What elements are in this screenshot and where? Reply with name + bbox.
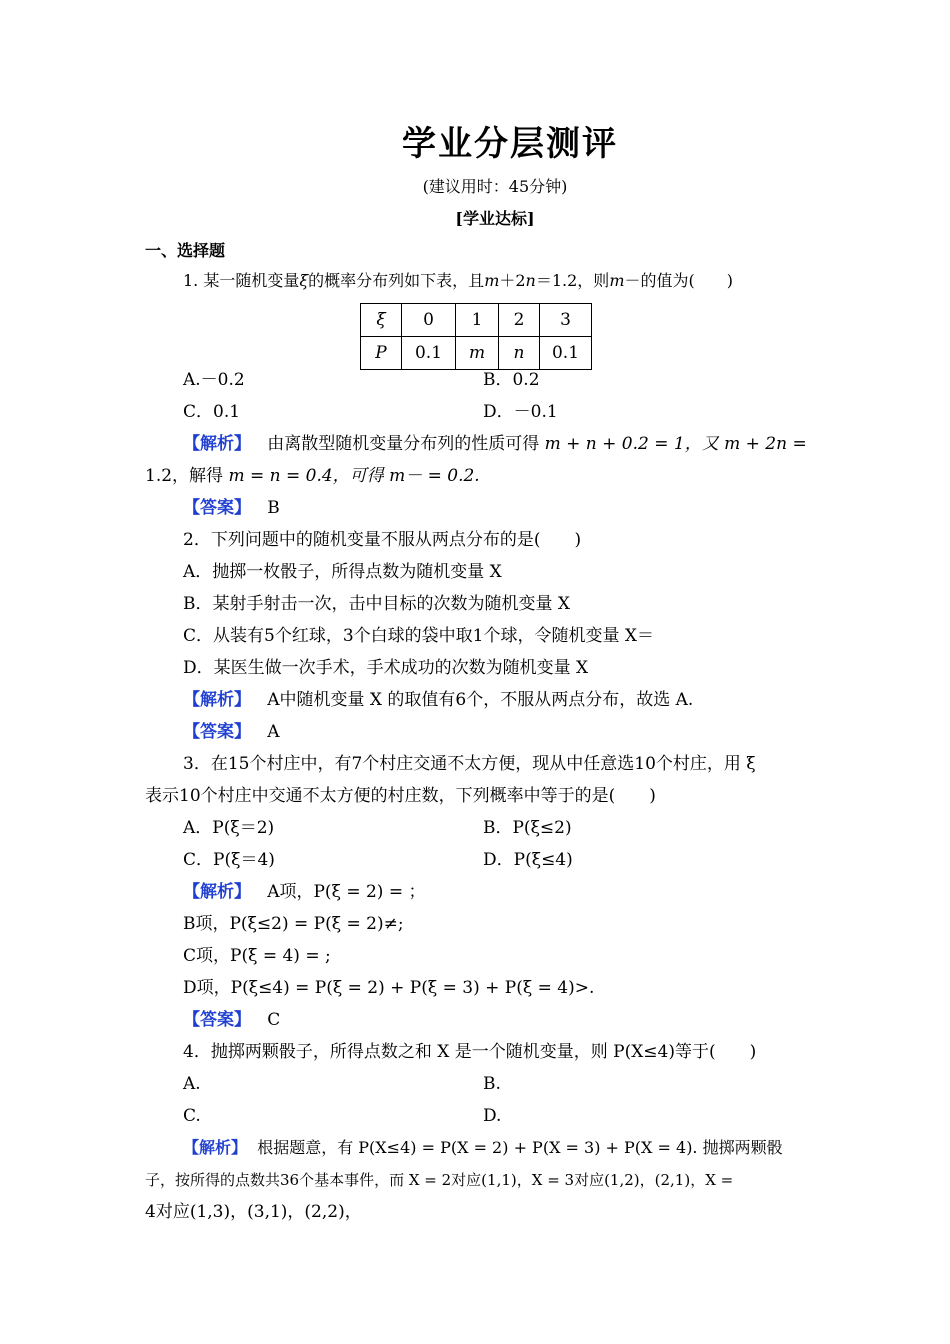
q3-option-d: D．P(ξ≤4) bbox=[483, 850, 573, 870]
q4-analysis-c: 4对应(1,3)，(3,1)，(2,2)， bbox=[145, 1202, 362, 1222]
q4-option-b: B. bbox=[483, 1074, 501, 1094]
table-cell: 1 bbox=[456, 304, 499, 337]
answer-tag: 【答案】 bbox=[183, 498, 251, 518]
q1-answer: B bbox=[267, 498, 280, 518]
q2-answer: A bbox=[267, 722, 280, 742]
q2-option-b: B．某射手射击一次，击中目标的次数为随机变量 X bbox=[183, 594, 570, 614]
table-cell: ξ bbox=[361, 304, 402, 337]
q1-m2: m bbox=[609, 271, 625, 290]
q4-option-a: A. bbox=[183, 1074, 201, 1094]
q1-option-d: D．－0.1 bbox=[483, 402, 558, 422]
q1-stem-c: ＋2 bbox=[499, 271, 526, 290]
q3-analysis-b: B项，P(ξ≤2) = P(ξ = 2)≠; bbox=[183, 914, 404, 934]
answer-tag: 【答案】 bbox=[183, 722, 251, 742]
page-title: 学业分层测评 bbox=[402, 124, 618, 164]
table-cell: P bbox=[361, 337, 402, 370]
analysis-tag: 【解析】 bbox=[183, 882, 251, 902]
table-cell: 2 bbox=[499, 304, 540, 337]
analysis-tag: 【解析】 bbox=[183, 1138, 248, 1157]
q1-analysis-d: 1.2，解得 bbox=[145, 466, 224, 486]
q4-analysis-line1 bbox=[183, 1137, 783, 1159]
section-label: [学业达标] bbox=[455, 209, 535, 228]
q2-analysis: A中随机变量 X 的取值有6个，不服从两点分布，故选 A. bbox=[267, 690, 694, 710]
q4-stem: 4．抛掷两颗骰子，所得点数之和 X 是一个随机变量，则 P(X≤4)等于( ) bbox=[183, 1042, 757, 1062]
q1-stem-a: 1. 某一随机变量 bbox=[183, 271, 300, 290]
table-cell: 0.1 bbox=[540, 337, 592, 370]
q3-stem-line2: 表示10个村庄中交通不太方便的村庄数，下列概率中等于的是( ) bbox=[145, 786, 656, 806]
q1-stem bbox=[183, 270, 733, 292]
q1-option-a: A.－0.2 bbox=[183, 370, 245, 390]
q1-analysis-c: m + 2n = bbox=[724, 434, 807, 454]
q3-analysis-d: D项，P(ξ≤4) = P(ξ = 2) + P(ξ = 3) + P(ξ = 4)>. bbox=[183, 978, 595, 998]
q1-answer-line bbox=[183, 497, 280, 519]
part-heading: 一、选择题 bbox=[145, 241, 226, 260]
q1-analysis-e: m = n = 0.4，可得 bbox=[228, 466, 384, 486]
table-cell: m bbox=[456, 337, 499, 370]
q3-option-c: C．P(ξ＝4) bbox=[183, 850, 275, 870]
q1-m: m bbox=[484, 271, 500, 290]
q3-answer: C bbox=[267, 1010, 281, 1030]
table-cell: 3 bbox=[540, 304, 592, 337]
table-row bbox=[361, 337, 592, 370]
q2-stem: 2．下列问题中的随机变量不服从两点分布的是( ) bbox=[183, 530, 582, 550]
q1-analysis-b: m + n + 0.2 = 1，又 bbox=[544, 434, 719, 454]
q1-analysis-line1 bbox=[183, 433, 807, 455]
q1-option-b: B．0.2 bbox=[483, 370, 540, 390]
table-cell: n bbox=[499, 337, 540, 370]
table-cell: 0 bbox=[402, 304, 456, 337]
q1-option-c: C．0.1 bbox=[183, 402, 241, 422]
table-cell: 0.1 bbox=[402, 337, 456, 370]
q1-analysis-a: 由离散型随机变量分布列的性质可得 bbox=[267, 434, 540, 454]
q2-option-d: D．某医生做一次手术，手术成功的次数为随机变量 X bbox=[183, 658, 589, 678]
q3-answer-line bbox=[183, 1009, 280, 1031]
q1-stem-b: 的概率分布列如下表，且 bbox=[308, 271, 485, 290]
q2-option-a: A．抛掷一枚骰子，所得点数为随机变量 X bbox=[183, 562, 502, 582]
q4-option-d: D. bbox=[483, 1106, 502, 1126]
answer-tag: 【答案】 bbox=[183, 1010, 251, 1030]
q1-analysis-f: m－ = 0.2. bbox=[389, 466, 480, 486]
q1-n: n bbox=[525, 271, 536, 290]
q1-stem-d: ＝1.2，则 bbox=[535, 271, 610, 290]
distribution-table bbox=[360, 303, 592, 370]
q3-option-a: A．P(ξ＝2) bbox=[183, 818, 275, 838]
time-note: (建议用时：45分钟) bbox=[422, 177, 568, 196]
q2-analysis-line bbox=[183, 689, 693, 711]
q3-analysis-c: C项，P(ξ = 4) = ; bbox=[183, 946, 331, 966]
q3-stem-line1: 3．在15个村庄中，有7个村庄交通不太方便，现从中任意选10个村庄，用 ξ bbox=[183, 754, 756, 774]
q3-analysis-line1 bbox=[183, 881, 425, 903]
analysis-tag: 【解析】 bbox=[183, 434, 251, 454]
table-row bbox=[361, 304, 592, 337]
q3-option-b: B．P(ξ≤2) bbox=[483, 818, 572, 838]
q1-stem-e: －的值为( ) bbox=[624, 271, 733, 290]
q4-analysis-b: 子，按所得的点数共36个基本事件，而 X = 2对应(1,1)，X = 3对应(1,2)，(2,1)，X = bbox=[145, 1171, 734, 1189]
q3-analysis-a: A项，P(ξ = 2) = ； bbox=[267, 882, 426, 902]
q2-option-c: C．从装有5个红球，3个白球的袋中取1个球，令随机变量 X＝ bbox=[183, 626, 654, 646]
q2-answer-line bbox=[183, 721, 280, 743]
q1-xi: ξ bbox=[299, 271, 309, 290]
q1-analysis-line2 bbox=[145, 465, 480, 487]
analysis-tag: 【解析】 bbox=[183, 690, 251, 710]
q4-analysis-a: 根据题意，有 P(X≤4) = P(X = 2) + P(X = 3) + P(X = 4). 抛掷两颗骰 bbox=[257, 1138, 783, 1157]
q4-option-c: C. bbox=[183, 1106, 201, 1126]
